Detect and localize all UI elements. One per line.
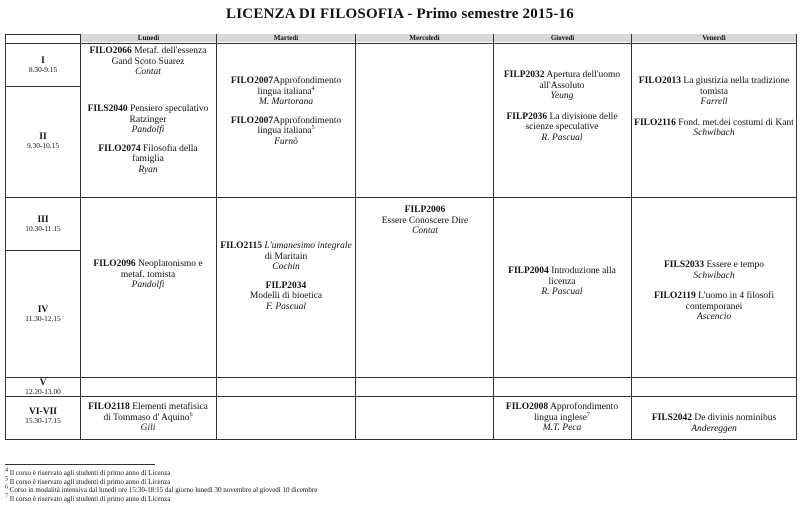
- footnote-ref: 4: [311, 85, 315, 92]
- course-teacher: Contat: [135, 67, 161, 77]
- course-teacher: R. Pascual: [541, 287, 583, 297]
- course-code: FILO2116: [634, 117, 676, 128]
- course-teacher: F. Pascual: [266, 301, 306, 312]
- footnote-ref: 6: [189, 411, 193, 418]
- day-header-tuesday: Martedì: [217, 34, 355, 42]
- course-teacher: Gili: [140, 423, 156, 433]
- footnote-number: 4: [5, 467, 8, 474]
- course-code: FILS2040: [87, 104, 128, 114]
- slot-time: 11.30-12.15: [25, 314, 61, 323]
- course-code: FILO2013: [638, 76, 682, 86]
- course-teacher: R. Pascual: [541, 132, 583, 143]
- footnote-separator: [5, 464, 155, 465]
- course-teacher: Pandolfi: [131, 280, 165, 290]
- course-title: Filosofia della famiglia: [132, 143, 198, 164]
- course-title: De divinis nominibus: [694, 413, 777, 423]
- footnote-ref: 5: [311, 124, 315, 131]
- course-code: FILO2074: [98, 143, 141, 154]
- course-title: Metaf. dell'essenza Gand Scoto Suarez: [111, 46, 207, 67]
- slot-2: [6, 132, 80, 151]
- course-code: FILP2034: [265, 280, 307, 291]
- course-mon-b: [84, 104, 212, 175]
- course-title: Approfondimento lingua inglese: [533, 402, 619, 423]
- course-title: di Maritain: [264, 251, 308, 262]
- course-teacher: Contat: [412, 226, 438, 236]
- course-title: Pensiero speculativo Ratzinger: [129, 104, 209, 125]
- slot-number: II: [39, 132, 47, 142]
- course-tue-a: [220, 76, 352, 147]
- course-title: Essere e tempo: [706, 260, 764, 270]
- footnote-number: 7: [5, 493, 8, 500]
- slot-number: V: [39, 378, 47, 388]
- course-teacher: Ryan: [138, 164, 158, 175]
- course-thu-c: [497, 402, 627, 434]
- course-title: Modelli di bioetica: [249, 291, 323, 301]
- slot-3: [6, 215, 80, 234]
- course-title: Elementi metafisica di Tommaso d' Aquino: [103, 402, 208, 423]
- footnote: [5, 486, 317, 495]
- slot-number: III: [37, 215, 49, 225]
- day-header-friday: Venerdì: [632, 34, 796, 42]
- course-fri-a: [634, 76, 794, 139]
- course-code: FILS2033: [663, 260, 705, 270]
- slot-time: 8.30-9.15: [28, 65, 58, 74]
- course-fri-c: [634, 413, 794, 434]
- course-wed-a: [360, 205, 490, 237]
- course-code: FILP2032: [503, 70, 545, 80]
- course-teacher: Schwibach: [693, 128, 735, 138]
- course-code: FILP2006: [404, 205, 446, 215]
- footnote-number: 6: [5, 484, 8, 491]
- course-code: FILP2036: [506, 111, 548, 122]
- slot-6: [6, 407, 80, 426]
- slot-4: [6, 305, 80, 324]
- course-code: FILO2096: [93, 259, 136, 269]
- slot-time: 15.30-17.15: [25, 416, 61, 425]
- course-title: L'uomo in 4 filosofi contemporanei: [685, 291, 774, 312]
- slot-number: VI-VII: [29, 407, 57, 417]
- course-tue-b: [220, 241, 352, 312]
- footnote-text: Il corso è riservato agli studenti di primo anno di Licenza: [9, 469, 171, 477]
- day-header-monday: Lunedì: [81, 34, 216, 42]
- course-fri-b: [634, 260, 794, 323]
- footnotes: [5, 469, 317, 503]
- day-header-wednesday: Mercoledì: [356, 34, 493, 42]
- footnote: [5, 478, 317, 487]
- course-thu-a: [497, 70, 627, 143]
- slot-number: IV: [37, 305, 49, 315]
- course-title: Fond. met.dei costumi di Kant: [678, 117, 794, 128]
- slot-1: [6, 56, 80, 75]
- slot-5: [6, 378, 80, 397]
- slot-time: 12.20-13.00: [25, 387, 61, 396]
- slot-number: I: [41, 56, 45, 66]
- course-title: Approfondimento lingua italiana: [257, 115, 342, 136]
- course-code: FILO2066: [89, 46, 132, 56]
- course-mon-a: [84, 46, 212, 78]
- course-teacher: Andereggen: [691, 423, 737, 434]
- course-title: Neoplatonismo e metaf. tomista: [120, 259, 203, 280]
- course-mon-c: [84, 259, 212, 291]
- course-teacher: Schwibach: [693, 270, 735, 281]
- course-code: FILO2008: [505, 402, 549, 412]
- course-code: FILO2007: [230, 76, 274, 86]
- footnote-ref: 7: [587, 411, 591, 418]
- course-code: FILP2004: [508, 266, 549, 276]
- course-title: Approfondimento lingua italiana: [257, 76, 342, 97]
- footnote-text: Corso in modalità intensiva dal lunedì ore 15:30-18:15 dal giorno lunedì 30 novembre al giovedì 10 dicembre: [9, 486, 318, 495]
- slot-time: 10.30-11.15: [25, 224, 61, 233]
- course-teacher: Pandolfi: [131, 125, 165, 135]
- course-code: FILO2007: [230, 115, 274, 126]
- footnote: [5, 495, 317, 504]
- footnote-number: 5: [5, 476, 8, 483]
- course-code: FILO2118: [88, 402, 130, 412]
- course-teacher: Yeung: [550, 91, 574, 101]
- footnote-text: Il corso è riservato agli studenti di primo anno di Licenza: [9, 494, 171, 503]
- course-teacher: Farrell: [700, 97, 728, 107]
- course-teacher: Furnò: [274, 136, 298, 147]
- footnote-text: Il corso è riservato agli studenti di primo anno di Licenza: [9, 477, 171, 486]
- course-code: FILS2042: [651, 413, 692, 423]
- course-teacher: M.T. Peca: [542, 423, 582, 433]
- course-title: Apertura dell'uomo all'Assoluto: [539, 70, 621, 91]
- course-teacher: M. Martorana: [258, 97, 314, 107]
- course-title: Introduzione alla licenza: [548, 266, 616, 287]
- course-teacher: Cochin: [272, 262, 300, 272]
- course-thu-b: [497, 266, 627, 298]
- course-code: FILO2119: [654, 291, 696, 301]
- course-title-italic: L'umanesimo integrale: [264, 241, 352, 251]
- course-code: FILO2115: [220, 241, 263, 251]
- footnote: [5, 469, 317, 478]
- course-title: La divisione delle scienze speculative: [525, 111, 618, 132]
- day-header-thursday: Giovedì: [494, 34, 631, 42]
- course-mon-d: [84, 402, 212, 434]
- course-title: Essere Conoscere Dire: [381, 215, 469, 226]
- slot-time: 9.30-10.15: [26, 141, 60, 150]
- course-teacher: Ascencio: [696, 312, 732, 322]
- course-title: La giustizia nella tradizione tomista: [683, 76, 790, 97]
- page-title: LICENZA DI FILOSOFIA - Primo semestre 2015-16: [226, 6, 574, 22]
